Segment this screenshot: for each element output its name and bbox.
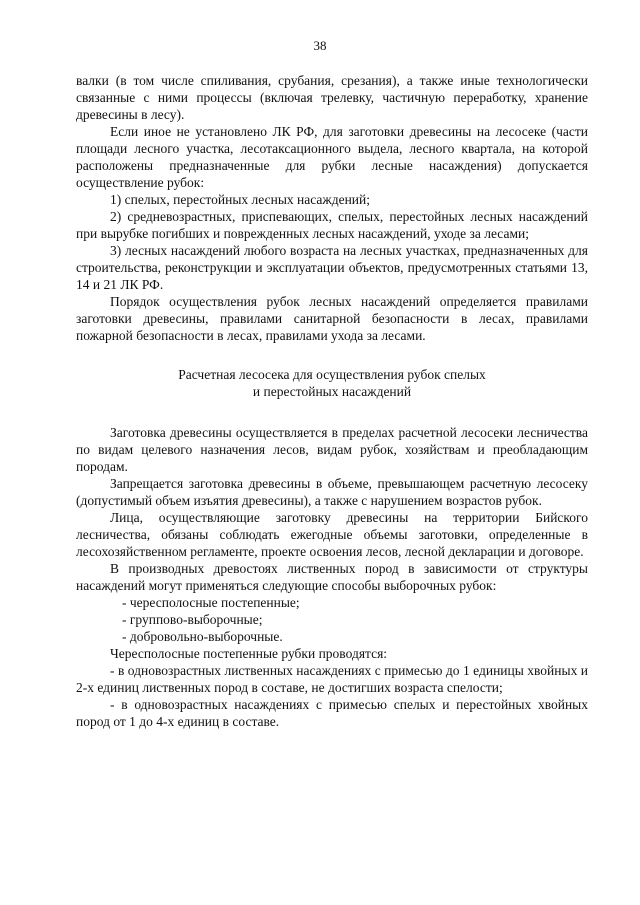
list-item-2: 2) средневозрастных, приспевающих, спелых, перестойных лесных насаждений при вырубке погибших и поврежденных лесных насаждений, уходе за лесами; [76, 209, 588, 241]
paragraph-continuation: валки (в том числе спиливания, срубания, срезания), а также иные технологически связанные с ними процессы (включая трелевку, частичную переработку, хранение древесины в лесу). [76, 73, 588, 122]
paragraph-strip-case-2: - в одновозрастных насаждениях с примесью спелых и перестойных хвойных пород от 1 до 4-х единиц в составе. [76, 697, 588, 729]
paragraph-strip-case-1: - в одновозрастных лиственных насаждениях с примесью до 1 единицы хвойных и 2-х единиц лиственных пород в составе, не достигших возраста спелости; [76, 663, 588, 695]
section-heading-line-1: Расчетная лесосека для осуществления рубок спелых [178, 367, 486, 382]
paragraph-prohibition: Запрещается заготовка древесины в объеме, превышающем расчетную лесосеку (допустимый объем изъятия древесины), а также с нарушением возрастов рубок. [76, 476, 588, 508]
paragraph-harvest-limits: Заготовка древесины осуществляется в пределах расчетной лесосеки лесничества по видам целевого назначения лесов, видам рубок, хозяйствам и преобладающим породам. [76, 425, 588, 474]
dash-item-1: - чересполосные постепенные; [122, 595, 300, 610]
paragraph-felling-conditions: Если иное не установлено ЛК РФ, для заготовки древесины на лесосеке (части площади лесного участка, лесотаксационного выдела, лесного квартала, на которой расположены предназначенные для рубки лесные насаждения) допускается осуществление рубок: [76, 124, 588, 190]
paragraph-felling-order: Порядок осуществления рубок лесных насаждений определяется правилами заготовки древесины, правилами санитарной безопасности в лесах, правилами пожарной безопасности в лесах, правилами ухода за лесами. [76, 294, 588, 343]
page-number: 38 [313, 38, 327, 53]
paragraph-obligations: Лица, осуществляющие заготовку древесины на территории Бийского лесничества, обязаны соблюдать ежегодные объемы заготовки, определенные в лесохозяйственном регламенте, проекте освоения лесов, лесной декларации и договоре. [76, 510, 588, 559]
section-heading-line-2: и перестойных насаждений [252, 384, 412, 399]
paragraph-selective-methods: В производных древостоях лиственных пород в зависимости от структуры насаждений могут применяться следующие способы выборочных рубок: [76, 561, 588, 593]
list-item-3: 3) лесных насаждений любого возраста на лесных участках, предназначенных для строительства, реконструкции и эксплуатации объектов, предусмотренных статьями 13, 14 и 21 ЛК РФ. [76, 243, 588, 292]
list-item-1: 1) спелых, перестойных лесных насаждений; [110, 192, 370, 207]
section-heading [76, 366, 588, 400]
dash-item-3: - добровольно-выборочные. [122, 629, 283, 644]
dash-item-2: - группово-выборочные; [122, 612, 263, 627]
document-body [76, 72, 588, 730]
paragraph-strip-felling: Чересполосные постепенные рубки проводятся: [110, 646, 388, 661]
